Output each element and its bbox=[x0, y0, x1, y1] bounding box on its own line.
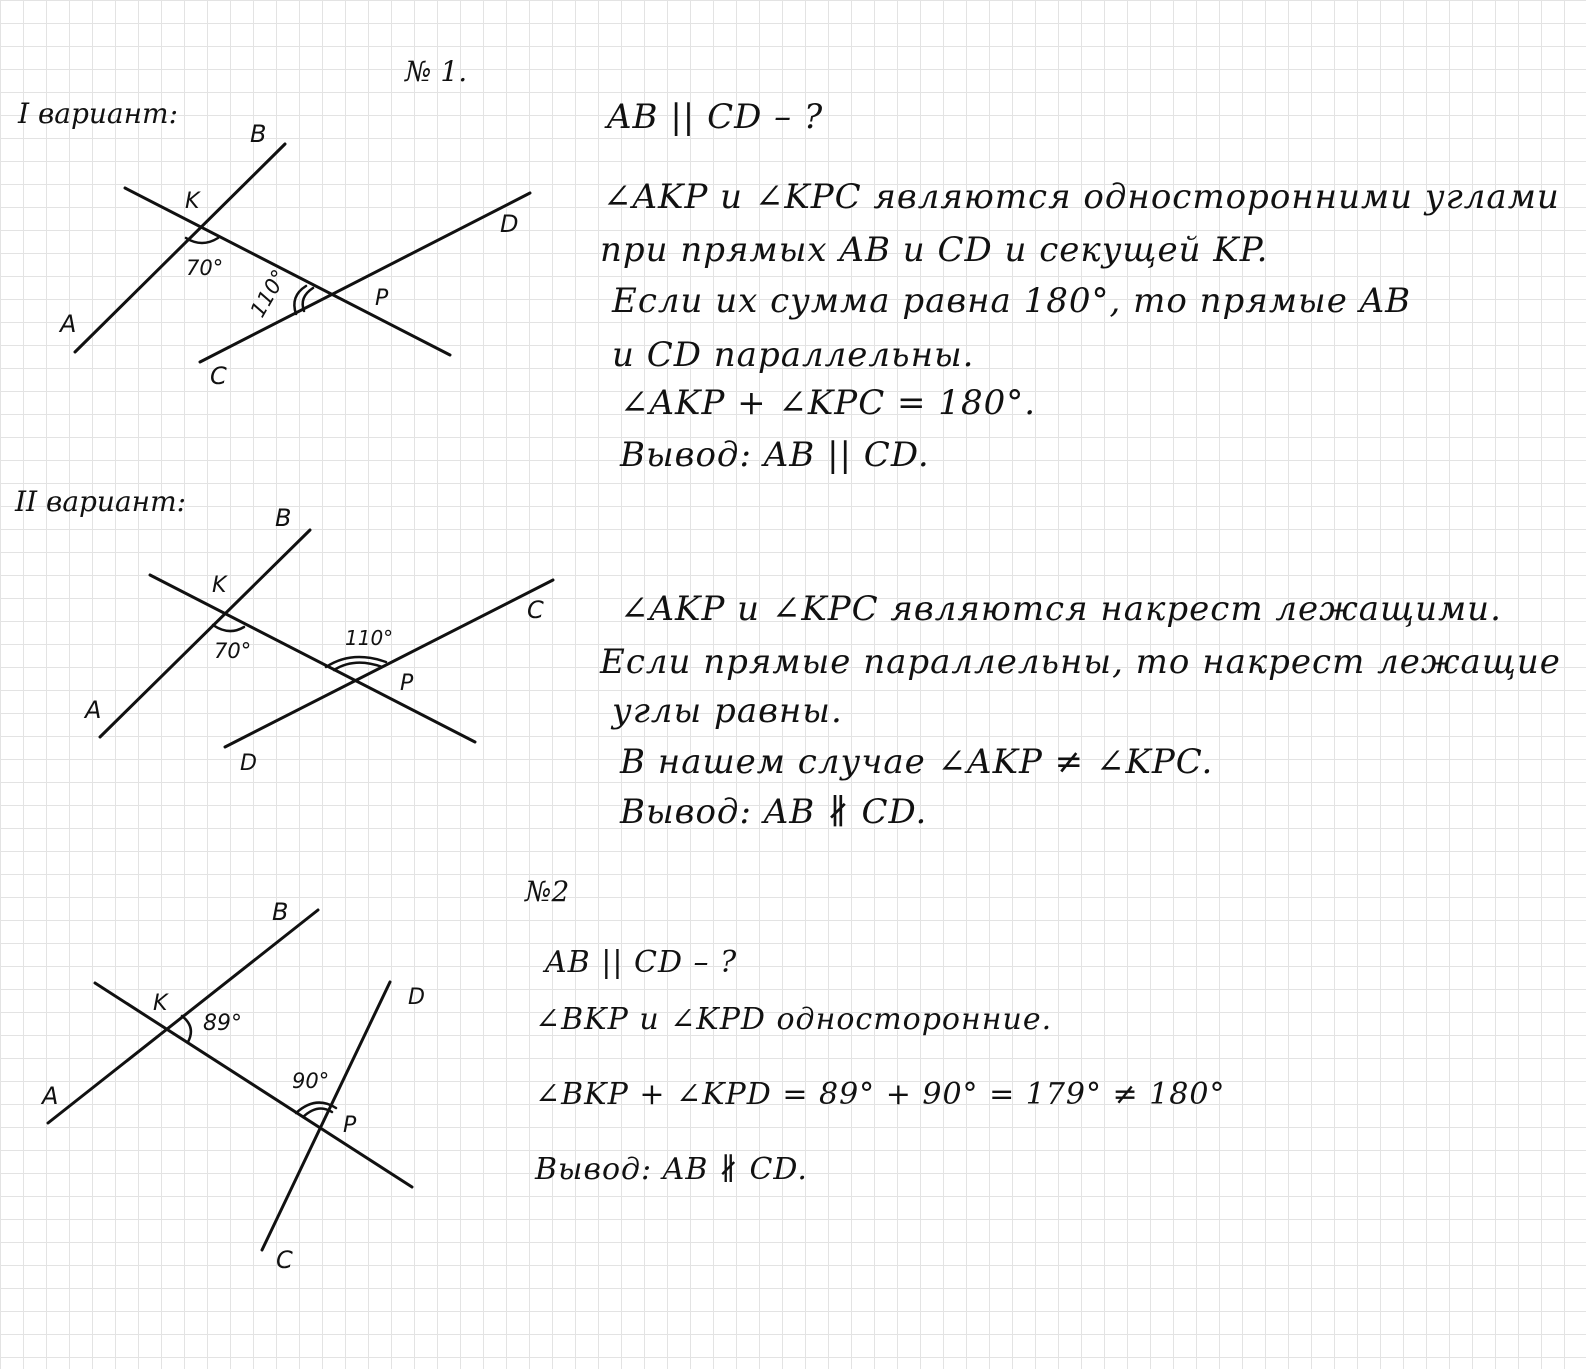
point-label-d: D bbox=[500, 210, 519, 238]
variant2-heading: II вариант: bbox=[15, 485, 187, 518]
v1-line-7: Вывод: AB || CD. bbox=[620, 435, 930, 475]
line-ab bbox=[75, 144, 285, 352]
secant-kp bbox=[95, 983, 412, 1187]
angle-arc-akp bbox=[213, 625, 244, 631]
line-cd bbox=[225, 580, 553, 747]
line-ab bbox=[100, 530, 310, 737]
v2-line-4: В нашем случае ∠AKP ≠ ∠KPC. bbox=[620, 742, 1214, 782]
angle-label-kpc: 110° bbox=[245, 265, 292, 322]
v1-line-1: AB || CD – ? bbox=[607, 97, 824, 137]
line-cd bbox=[200, 193, 530, 362]
point-label-c: C bbox=[527, 596, 544, 624]
point-label-b: B bbox=[272, 898, 289, 926]
point-label-a: A bbox=[42, 1082, 59, 1110]
problem2-figure bbox=[0, 890, 480, 1290]
point-label-p: P bbox=[343, 1113, 357, 1138]
v1-line-4: Если их сумма равна 180°, то прямые AB bbox=[612, 281, 1412, 321]
point-label-p: P bbox=[400, 671, 414, 696]
v2-line-2: Если прямые параллельны, то накрест лежащие bbox=[600, 642, 1561, 682]
angle-label-bkp: 89° bbox=[203, 1011, 242, 1036]
point-label-d: D bbox=[240, 751, 257, 776]
v2-line-1: ∠AKP и ∠KPC являются накрест лежащими. bbox=[620, 589, 1502, 629]
point-label-k: K bbox=[212, 573, 227, 598]
v1-line-6: ∠AKP + ∠KPC = 180°. bbox=[620, 383, 1037, 423]
problem1-number: № 1. bbox=[405, 55, 468, 88]
v2-line-5: Вывод: AB ∦ CD. bbox=[620, 792, 928, 832]
v2-line-3: углы равны. bbox=[612, 691, 843, 731]
point-label-b: B bbox=[275, 504, 292, 532]
variant1-heading: I вариант: bbox=[18, 97, 179, 130]
point-label-c: C bbox=[210, 362, 227, 390]
problem2-number: №2 bbox=[525, 875, 570, 908]
angle-arc-kpc-inner bbox=[334, 663, 382, 670]
point-label-k: K bbox=[185, 189, 200, 214]
v1-line-3: при прямых AB и CD и секущей KP. bbox=[600, 230, 1269, 270]
v1-line-5: и CD параллельны. bbox=[612, 335, 975, 375]
angle-label-akp: 70° bbox=[186, 256, 224, 280]
secant-kp bbox=[125, 188, 450, 355]
p2-line-4: Вывод: AB ∦ CD. bbox=[535, 1152, 808, 1187]
point-label-b: B bbox=[250, 120, 267, 148]
variant2-figure bbox=[0, 500, 600, 800]
point-label-a: A bbox=[85, 696, 102, 724]
point-label-c: C bbox=[276, 1246, 293, 1274]
p2-line-2: ∠BKP и ∠KPD односторонние. bbox=[535, 1002, 1053, 1037]
variant1-figure bbox=[0, 97, 560, 500]
angle-label-kpc: 110° bbox=[345, 626, 394, 650]
point-label-a: A bbox=[60, 310, 77, 338]
point-label-k: K bbox=[153, 991, 168, 1016]
angle-label-akp: 70° bbox=[214, 639, 252, 663]
p2-line-1: AB || CD – ? bbox=[545, 945, 738, 980]
angle-label-kpd: 90° bbox=[292, 1069, 330, 1093]
v1-line-2: ∠AKP и ∠KPC являются односторонними углами bbox=[603, 177, 1560, 217]
point-label-d: D bbox=[408, 985, 425, 1010]
point-label-p: P bbox=[375, 286, 389, 311]
secant-kp bbox=[150, 575, 475, 742]
line-cd bbox=[262, 982, 390, 1250]
p2-line-3: ∠BKP + ∠KPD = 89° + 90° = 179° ≠ 180° bbox=[535, 1077, 1226, 1112]
